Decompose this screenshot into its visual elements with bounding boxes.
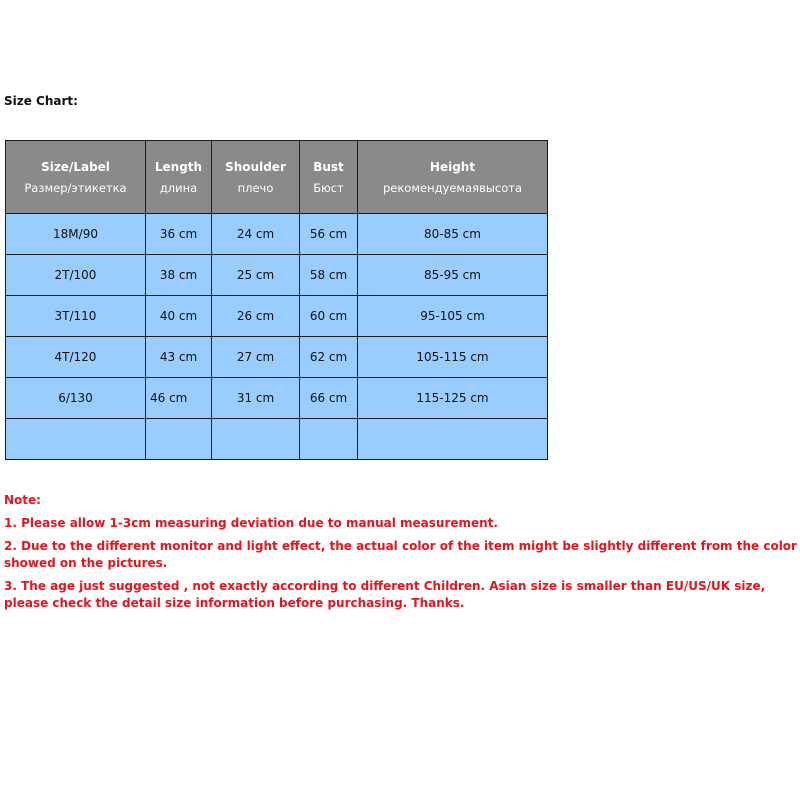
cell-height: 85-95 cm xyxy=(358,255,548,296)
cell-length: 43 cm xyxy=(146,337,212,378)
cell-bust: 60 cm xyxy=(300,296,358,337)
header-en: Size/Label xyxy=(41,159,110,174)
header-ru: Бюст xyxy=(313,180,344,195)
header-ru: Размер/этикетка xyxy=(24,180,127,195)
header-en: Bust xyxy=(313,159,344,174)
cell-height: 95-105 cm xyxy=(358,296,548,337)
table-row xyxy=(6,255,548,296)
cell-height: 115-125 cm xyxy=(358,378,548,419)
cell-shoulder xyxy=(212,419,300,460)
header-bust xyxy=(300,141,358,214)
note-title: Note: xyxy=(4,493,41,507)
cell-shoulder: 27 cm xyxy=(212,337,300,378)
cell-length: 36 cm xyxy=(146,214,212,255)
cell-bust: 56 cm xyxy=(300,214,358,255)
cell-shoulder: 31 cm xyxy=(212,378,300,419)
cell-height: 80-85 cm xyxy=(358,214,548,255)
header-size-label xyxy=(6,141,146,214)
cell-size: 4T/120 xyxy=(6,337,146,378)
note-item-3: 3. The age just suggested , not exactly according to different Children. Asian size is smaller than EU/US/UK size, please check the detail size information before purchasing. Thanks. xyxy=(4,579,766,610)
size-chart-table xyxy=(5,140,548,460)
cell-bust: 66 cm xyxy=(300,378,358,419)
cell-length xyxy=(146,419,212,460)
cell-size: 18M/90 xyxy=(6,214,146,255)
cell-length: 46 cm xyxy=(146,378,212,419)
header-ru: плечо xyxy=(237,180,274,195)
header-ru: рекомендуемаявысота xyxy=(382,180,523,195)
table-row-empty xyxy=(6,419,548,460)
header-height xyxy=(358,141,548,214)
header-ru: длина xyxy=(159,180,198,195)
cell-shoulder: 24 cm xyxy=(212,214,300,255)
cell-bust: 62 cm xyxy=(300,337,358,378)
cell-size: 6/130 xyxy=(6,378,146,419)
header-en: Shoulder xyxy=(225,159,286,174)
cell-height: 105-115 cm xyxy=(358,337,548,378)
cell-size xyxy=(6,419,146,460)
cell-bust: 58 cm xyxy=(300,255,358,296)
header-shoulder xyxy=(212,141,300,214)
notes-section xyxy=(4,492,800,618)
cell-shoulder: 26 cm xyxy=(212,296,300,337)
cell-size: 3T/110 xyxy=(6,296,146,337)
note-item-1: 1. Please allow 1-3cm measuring deviation due to manual measurement. xyxy=(4,516,498,530)
note-item-2: 2. Due to the different monitor and light effect, the actual color of the item might be slightly different from the color showed on the pictures. xyxy=(4,539,797,570)
size-chart-title: Size Chart: xyxy=(4,94,78,108)
cell-shoulder: 25 cm xyxy=(212,255,300,296)
table-header-row xyxy=(6,141,548,214)
cell-height xyxy=(358,419,548,460)
cell-size: 2T/100 xyxy=(6,255,146,296)
table-row xyxy=(6,214,548,255)
cell-bust xyxy=(300,419,358,460)
cell-length: 38 cm xyxy=(146,255,212,296)
header-en: Length xyxy=(154,159,203,174)
table-row xyxy=(6,378,548,419)
header-en: Height xyxy=(429,159,476,174)
table-row xyxy=(6,296,548,337)
cell-length: 40 cm xyxy=(146,296,212,337)
table-row xyxy=(6,337,548,378)
header-length xyxy=(146,141,212,214)
